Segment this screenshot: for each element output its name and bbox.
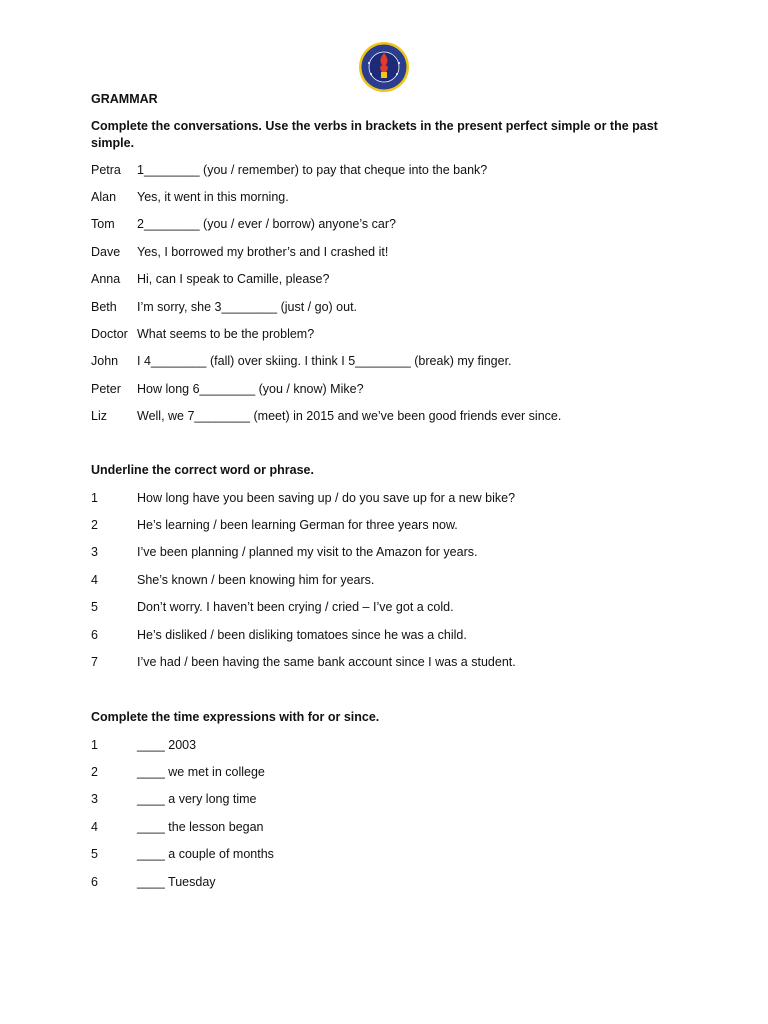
item-text: Don’t worry. I haven’t been crying / cried – I’ve got a cold.	[137, 600, 454, 614]
item-number: 7	[91, 655, 98, 669]
exercise-item	[91, 737, 196, 753]
item-number: 5	[91, 847, 98, 861]
speaker-name: Liz	[91, 409, 107, 423]
line-text: How long 6________ (you / know) Mike?	[137, 382, 364, 396]
conversation-line	[91, 216, 396, 232]
school-logo	[358, 41, 410, 93]
page-title: GRAMMAR	[91, 92, 158, 106]
item-text: I’ve been planning / planned my visit to the Amazon for years.	[137, 545, 478, 559]
speaker-name: Petra	[91, 163, 121, 177]
exercise-item	[91, 572, 374, 588]
speaker-name: Anna	[91, 272, 121, 286]
item-text: ____ a very long time	[137, 792, 257, 806]
item-text: ____ 2003	[137, 738, 197, 752]
item-number: 4	[91, 573, 98, 587]
item-text: He’s learning / been learning German for three years now.	[137, 518, 458, 532]
exercise-item	[91, 874, 216, 890]
speaker-name: John	[91, 354, 119, 368]
line-text: Well, we 7________ (meet) in 2015 and we’ve been good friends ever since.	[137, 409, 562, 423]
exercise-item	[91, 791, 257, 807]
exercise-item	[91, 654, 516, 670]
item-text: ____ Tuesday	[137, 875, 216, 889]
line-text: What seems to be the problem?	[137, 327, 315, 341]
item-number: 1	[91, 738, 98, 752]
line-text: Yes, I borrowed my brother’s and I crashed it!	[137, 245, 389, 259]
conversation-line	[91, 299, 357, 315]
speaker-name: Doctor	[91, 327, 128, 341]
exercise-item	[91, 819, 264, 835]
conversation-line	[91, 189, 289, 205]
item-text: ____ a couple of months	[137, 847, 274, 861]
item-number: 6	[91, 875, 98, 889]
conversation-line	[91, 353, 512, 369]
speaker-name: Alan	[91, 190, 117, 204]
speaker-name: Dave	[91, 245, 121, 259]
item-number: 2	[91, 765, 98, 779]
line-text: I’m sorry, she 3________ (just / go) out.	[137, 300, 358, 314]
line-text: 1________ (you / remember) to pay that cheque into the bank?	[137, 163, 488, 177]
conversation-line	[91, 381, 364, 397]
exercise-item	[91, 599, 454, 615]
line-text: I 4________ (fall) over skiing. I think I 5________ (break) my finger.	[137, 354, 512, 368]
exercise-item	[91, 764, 265, 780]
item-number: 3	[91, 792, 98, 806]
item-number: 4	[91, 820, 98, 834]
item-text: I’ve had / been having the same bank account since I was a student.	[137, 655, 516, 669]
item-number: 6	[91, 628, 98, 642]
item-number: 5	[91, 600, 98, 614]
item-number: 3	[91, 545, 98, 559]
item-number: 2	[91, 518, 98, 532]
line-text: Yes, it went in this morning.	[137, 190, 289, 204]
exercise-item	[91, 544, 477, 560]
speaker-name: Peter	[91, 382, 121, 396]
item-text: ____ the lesson began	[137, 820, 264, 834]
item-number: 1	[91, 491, 98, 505]
line-text: Hi, can I speak to Camille, please?	[137, 272, 330, 286]
exercise-item	[91, 490, 515, 506]
conversation-line	[91, 244, 388, 260]
conversation-line	[91, 162, 487, 178]
speaker-name: Tom	[91, 217, 115, 231]
conversation-line	[91, 326, 314, 342]
section3-instruction: Complete the time expressions with for or since.	[91, 710, 380, 724]
exercise-item	[91, 627, 467, 643]
exercise-item	[91, 846, 274, 862]
speaker-name: Beth	[91, 300, 117, 314]
conversation-line	[91, 408, 561, 424]
item-text: She’s known / been knowing him for years.	[137, 573, 375, 587]
conversation-line	[91, 271, 329, 287]
section1-instruction: Complete the conversations. Use the verbs in brackets in the present perfect simple or the past simple.	[91, 119, 658, 150]
exercise-item	[91, 517, 458, 533]
item-text: He’s disliked / been disliking tomatoes since he was a child.	[137, 628, 467, 642]
section2-instruction: Underline the correct word or phrase.	[91, 463, 314, 477]
line-text: 2________ (you / ever / borrow) anyone’s car?	[137, 217, 396, 231]
item-text: How long have you been saving up / do you save up for a new bike?	[137, 491, 516, 505]
item-text: ____ we met in college	[137, 765, 265, 779]
